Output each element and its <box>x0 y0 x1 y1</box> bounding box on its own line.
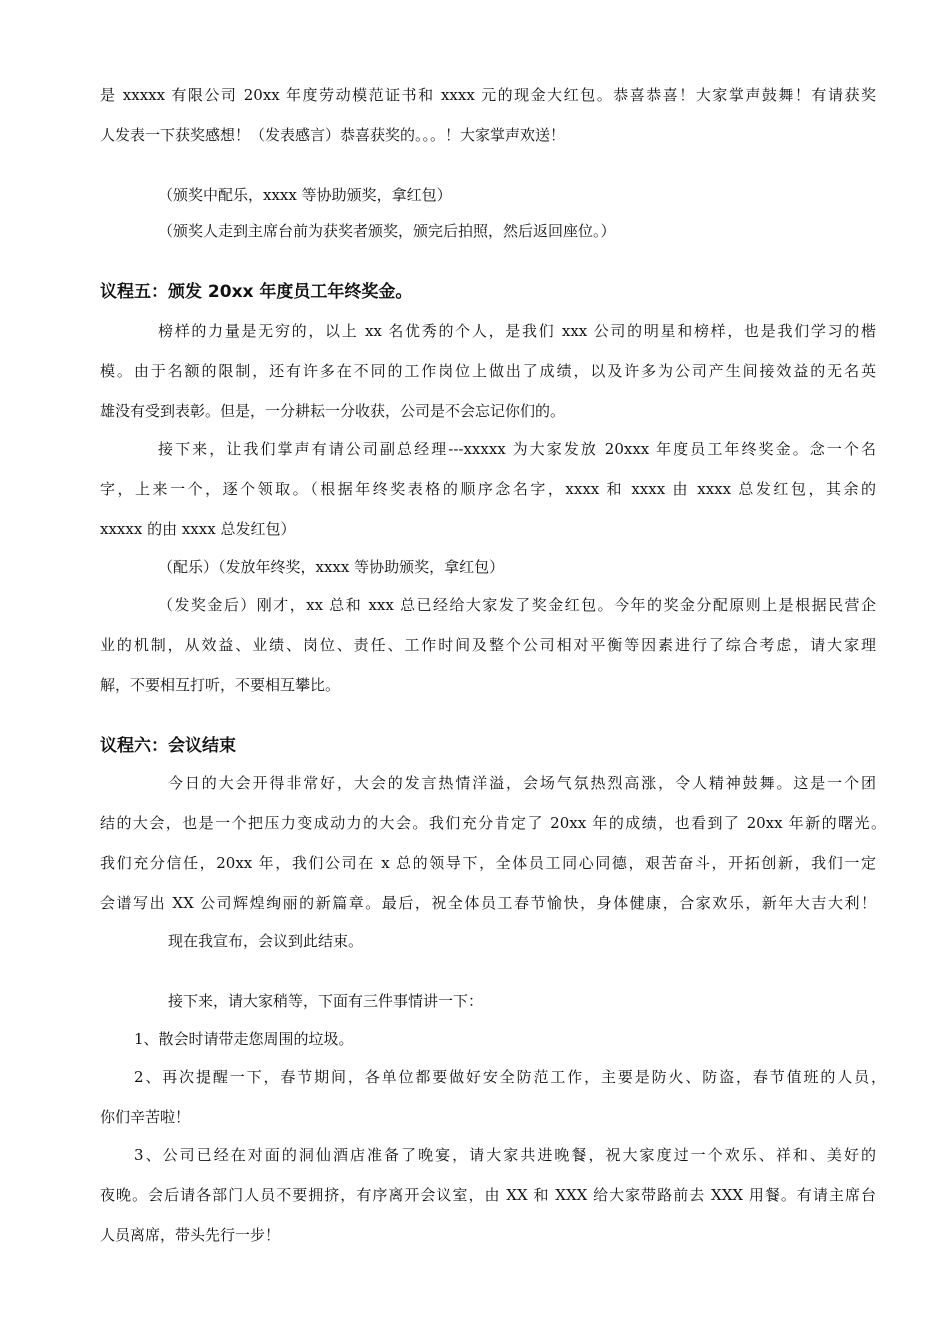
intro-note-1: （颁奖中配乐，xxxx 等协助颁奖，拿红包） <box>158 186 452 204</box>
list-item-3-line-1: 3、公司已经在对面的洞仙酒店准备了晚宴，请大家共进晚餐，祝大家度过一个欢乐、祥和、美好的 <box>134 1146 876 1164</box>
section-6-p1-line-3: 我们充分信任，20xx 年，我们公司在 x 总的领导下，全体员工同心同德，艰苦奋斗，开拓创新，我们一定 <box>100 854 876 872</box>
list-item-3-line-3: 人员离席，带头先行一步！ <box>100 1226 281 1244</box>
section-5-p3: （配乐）（发放年终奖，xxxx 等协助颁奖，拿红包） <box>158 558 505 576</box>
list-item-1: 1、散会时请带走您周围的垃圾。 <box>134 1030 354 1048</box>
intro-line-1: 是 xxxxx 有限公司 20xx 年度劳动模范证书和 xxxx 元的现金大红包。恭喜恭喜！大家掌声鼓舞！有请获奖 <box>100 86 876 104</box>
intro-note-2: （颁奖人走到主席台前为获奖者颁奖，颁完后拍照，然后返回座位。） <box>158 222 616 240</box>
section-6-p2: 现在我宣布，会议到此结束。 <box>168 932 364 950</box>
section-5-p1-line-3: 雄没有受到表彰。但是，一分耕耘一分收获，公司是不会忘记你们的。 <box>100 402 566 420</box>
section-5-p4-line-1: （发奖金后）刚才，xx 总和 xxx 总已经给大家发了奖金红包。今年的奖金分配原则上是根据民营企 <box>158 596 876 614</box>
section-6-heading: 议程六：会议结束 <box>100 736 236 756</box>
section-5-heading: 议程五：颁发 20xx 年度员工年终奖金。 <box>100 282 413 302</box>
section-5-p4-line-2: 业的机制，从效益、业绩、岗位、责任、工作时间及整个公司相对平衡等因素进行了综合考虑，请大家理 <box>100 636 876 654</box>
section-5-p2-line-2: 字，上来一个，逐个领取。（根据年终奖表格的顺序念名字，xxxx 和 xxxx 由 xxxx 总发红包，其余的 <box>100 480 876 498</box>
section-5-p1-line-2: 模。由于名额的限制，还有许多在不同的工作岗位上做出了成绩，以及许多为公司产生间接效益的无名英 <box>100 362 876 380</box>
section-5-p1-line-1: 榜样的力量是无穷的，以上 xx 名优秀的个人，是我们 xxx 公司的明星和榜样，也是我们学习的楷 <box>158 322 876 340</box>
list-item-2-line-1: 2、再次提醒一下，春节期间，各单位都要做好安全防范工作，主要是防火、防盗，春节值班的人员， <box>134 1068 886 1086</box>
list-item-3-line-2: 夜晚。会后请各部门人员不要拥挤，有序离开会议室，由 XX 和 XXX 给大家带路前去 XXX 用餐。有请主席台 <box>100 1186 876 1204</box>
section-6-p1-line-1: 今日的大会开得非常好，大会的发言热情洋溢，会场气氛热烈高涨，令人精神鼓舞。这是一个团 <box>168 774 876 792</box>
section-5-p4-line-3: 解，不要相互打听，不要相互攀比。 <box>100 676 341 694</box>
intro-line-2: 人发表一下获奖感想！（发表感言）恭喜获奖的。。。！大家掌声欢送！ <box>100 126 566 144</box>
section-5-p2-line-3: xxxxx 的由 xxxx 总发红包） <box>100 520 296 538</box>
section-6-p1-line-4: 会谱写出 XX 公司辉煌绚丽的新篇章。最后，祝全体员工春节愉快，身体健康，合家欢乐，新年大吉大利！ <box>100 894 876 912</box>
section-5-p2-line-1: 接下来，让我们掌声有请公司副总经理---xxxxx 为大家发放 20xxx 年度员工年终奖金。念一个名 <box>158 440 876 458</box>
list-item-2-line-2: 你们辛苦啦！ <box>100 1108 191 1126</box>
section-6-p3: 接下来，请大家稍等，下面有三件事情讲一下： <box>168 992 484 1010</box>
section-6-p1-line-2: 结的大会，也是一个把压力变成动力的大会。我们充分肯定了 20xx 年的成绩，也看到了 20xx 年新的曙光。 <box>100 814 886 832</box>
